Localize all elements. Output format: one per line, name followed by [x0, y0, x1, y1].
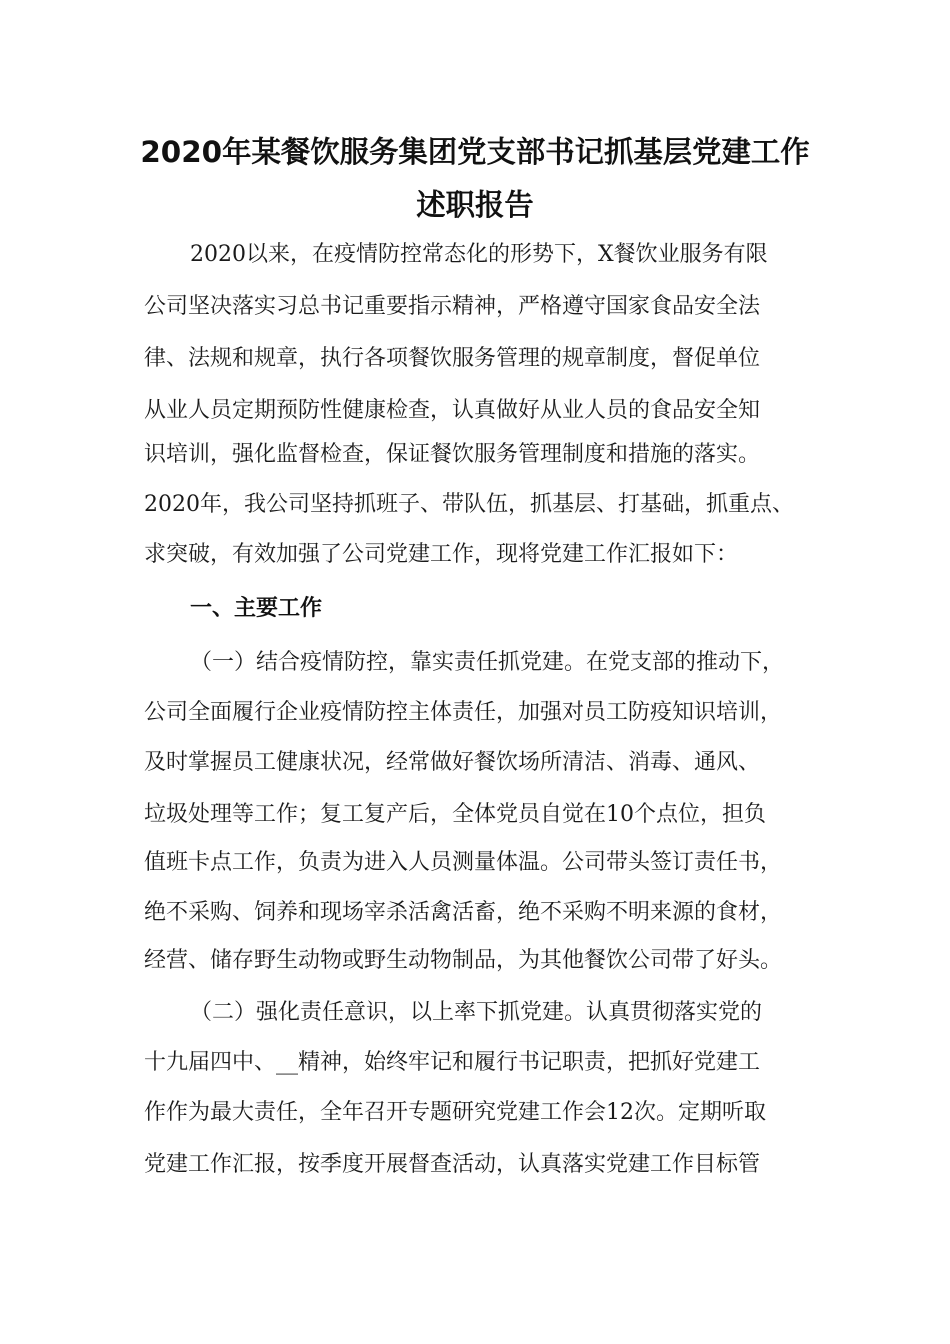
text-line: 从业人员定期预防性健康检查，认真做好从业人员的食品安全知: [144, 398, 761, 423]
text-line: 党建工作汇报，按季度开展督查活动，认真落实党建工作目标管: [144, 1152, 761, 1177]
text-line: 值班卡点工作，负责为进入人员测量体温。公司带头签订责任书，: [144, 850, 783, 875]
text-line: 识培训，强化监督检查，保证餐饮服务管理制度和措施的落实。: [144, 442, 761, 467]
text-line: 公司全面履行企业疫情防控主体责任，加强对员工防疫知识培训，: [144, 700, 783, 725]
text-line: 2020年，我公司坚持抓班子、带队伍，抓基层、打基础，抓重点、: [144, 492, 794, 517]
section-heading: 一、主要工作: [190, 596, 323, 621]
document-title-line-2: 述职报告: [416, 188, 534, 222]
text-line: 2020以来，在疫情防控常态化的形势下，X餐饮业服务有限: [190, 242, 768, 267]
text-line: 求突破，有效加强了公司党建工作，现将党建工作汇报如下：: [144, 542, 739, 567]
text-line: 作作为最大责任，全年召开专题研究党建工作会12次。定期听取: [144, 1100, 766, 1125]
text-line: 律、法规和规章，执行各项餐饮服务管理的规章制度，督促单位: [144, 346, 761, 371]
text-line: 经营、储存野生动物或野生动物制品，为其他餐饮公司带了好头。: [144, 948, 783, 973]
text-line: 绝不采购、饲养和现场宰杀活禽活畜，绝不采购不明来源的食材，: [144, 900, 783, 925]
text-line: 公司坚决落实习总书记重要指示精神，严格遵守国家食品安全法: [144, 294, 761, 319]
text-line: 垃圾处理等工作；复工复产后，全体党员自觉在10个点位，担负: [144, 802, 766, 827]
text-line: （二）强化责任意识，以上率下抓党建。认真贯彻落实党的: [190, 1000, 763, 1025]
text-line: （一）结合疫情防控，靠实责任抓党建。在党支部的推动下，: [190, 650, 785, 675]
document-title-line-1: 2020年某餐饮服务集团党支部书记抓基层党建工作: [140, 135, 810, 169]
text-line: 及时掌握员工健康状况，经常做好餐饮场所清洁、消毒、通风、: [144, 750, 761, 775]
text-line: 十九届四中、__精神，始终牢记和履行书记职责，把抓好党建工: [144, 1050, 761, 1075]
